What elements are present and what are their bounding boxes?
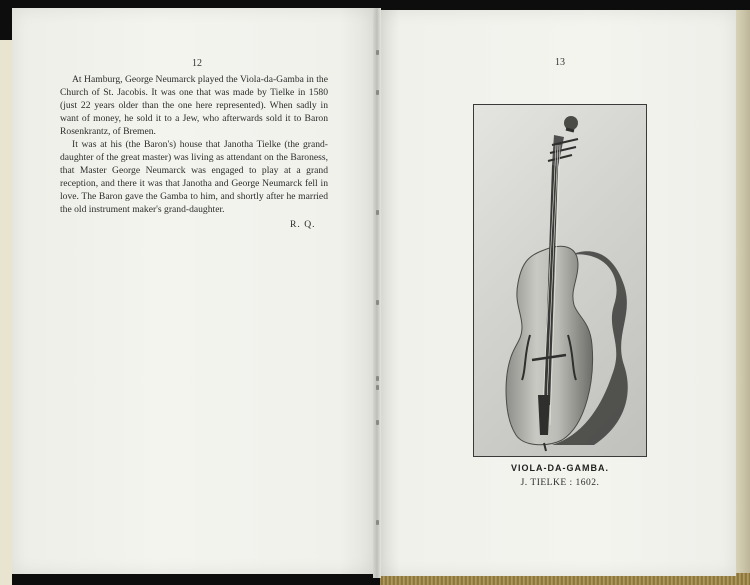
photo-caption-title: VIOLA-DA-GAMBA. xyxy=(511,463,609,473)
binding-stitch xyxy=(376,50,379,55)
binding-stitch xyxy=(376,385,379,390)
binding-stitch xyxy=(376,520,379,525)
instrument-illustration xyxy=(474,105,646,456)
binding-stitch xyxy=(376,376,379,381)
photo-caption-subtitle: J. TIELKE : 1602. xyxy=(520,478,600,488)
viola-da-gamba-photo xyxy=(473,104,647,457)
binding-stitch xyxy=(376,210,379,215)
paragraph: It was at his (the Baron's) house that Janotha Tielke (the grand-daughter of the great master) was living as attendant on the Baroness, that Master George Neumarck was engaged to play at a grand reception, and there it was that Janotha and George Neumarck fell in love. The Baron gave the Gamba to him, and shortly after he married the old instrument maker's grand-daughter. xyxy=(60,139,328,215)
paragraph: At Hamburg, George Neumarck played the Viola-da-Gamba in the Church of St. Jacobis. It was one that was made by Tielke in 1580 (just 22 years older than the one here represented). When sadly in want of money, he sold it to a Jew, who afterwards sold it to Baron Rosenkrantz, of Bremen. xyxy=(60,74,328,137)
binding-stitch xyxy=(376,300,379,305)
body-text xyxy=(60,73,328,216)
author-initials: R. Q. xyxy=(290,219,316,230)
page-number-left: 12 xyxy=(192,58,202,69)
binding-stitch xyxy=(376,90,379,95)
binding-stitch xyxy=(376,420,379,425)
left-cover-edge xyxy=(0,40,12,585)
right-cover-edge xyxy=(736,10,750,585)
page-number-right: 13 xyxy=(555,57,565,68)
